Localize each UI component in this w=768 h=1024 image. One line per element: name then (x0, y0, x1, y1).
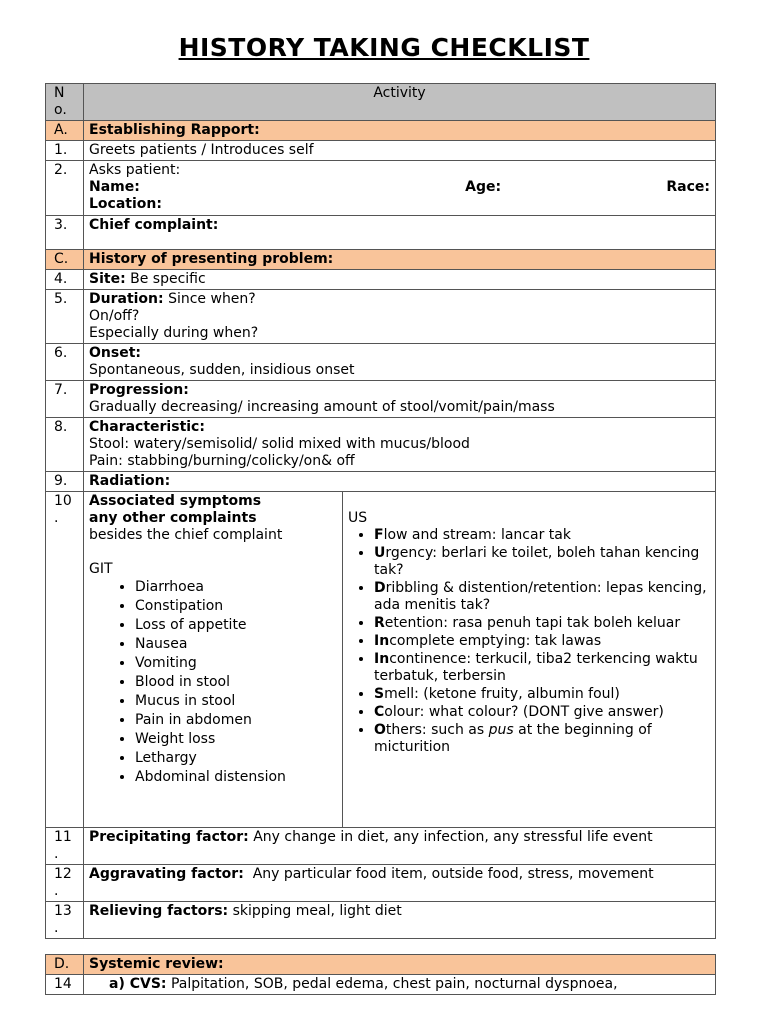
section-a-label: Establishing Rapport: (84, 121, 716, 141)
git-item: • Blood in stool (135, 673, 337, 692)
row-activity: Precipitating factor: Any change in diet, any infection, any stressful life event (84, 828, 716, 865)
section-d-no: D. (46, 955, 84, 975)
age-label: Age: (465, 179, 502, 195)
row-activity: Progression: Gradually decreasing/ increasing amount of stool/vomit/pain/mass (84, 381, 716, 418)
row-activity: Relieving factors: skipping meal, light diet (84, 902, 716, 939)
table-row (46, 975, 716, 995)
table-row (46, 902, 716, 939)
us-item: • Incontinence: terkucil, tiba2 terkencing waktu terbatuk, terbersin (374, 651, 710, 685)
table-row (46, 472, 716, 492)
git-item: • Lethargy (135, 749, 337, 768)
table-row (46, 381, 716, 418)
us-item: • Urgency: berlari ke toilet, boleh tahan kencing tak? (374, 545, 710, 579)
git-item: • Pain in abdomen (135, 711, 337, 730)
precipitating-label: Precipitating factor: (89, 829, 249, 845)
section-c-no: C. (46, 250, 84, 270)
row-no: 1. (46, 141, 84, 161)
page-title: HISTORY TAKING CHECKLIST (178, 33, 590, 62)
git-item: • Constipation (135, 597, 337, 616)
checklist-table (45, 83, 716, 939)
row-no: 12 . (46, 865, 84, 902)
git-item: • Mucus in stool (135, 692, 337, 711)
row-activity: Greets patients / Introduces self (84, 141, 716, 161)
table-row (46, 418, 716, 472)
us-item: • Smell: (ketone fruity, albumin foul) (374, 686, 710, 703)
git-item: • Nausea (135, 635, 337, 654)
us-item: • Incomplete emptying: tak lawas (374, 633, 710, 650)
radiation-label: Radiation: (84, 472, 716, 492)
header-no: N o. (54, 85, 67, 118)
section-d-label: Systemic review: (84, 955, 716, 975)
section-d-row (46, 955, 716, 975)
row-activity: Onset: Spontaneous, sudden, insidious onset (84, 344, 716, 381)
table-row (46, 216, 716, 250)
systemic-review-table (45, 954, 716, 995)
row-no: 14 (46, 975, 84, 995)
row-no: 11 . (46, 828, 84, 865)
row-no: 5. (46, 290, 84, 344)
row-no: 2. (46, 161, 84, 216)
cvs-label: a) CVS: (109, 976, 167, 992)
git-list (89, 578, 337, 787)
git-item: • Abdominal distension (135, 768, 337, 787)
row-activity (84, 161, 716, 216)
table-header (46, 84, 716, 121)
git-item: • Loss of appetite (135, 616, 337, 635)
row-no: 4. (46, 270, 84, 290)
us-item: • Others: such as pus at the beginning of micturition (374, 722, 710, 756)
table-row (46, 344, 716, 381)
table-row (46, 828, 716, 865)
us-cell (343, 492, 716, 828)
us-heading: US (348, 510, 368, 526)
characteristic-label: Characteristic: (89, 419, 205, 435)
us-item: • Flow and stream: lancar tak (374, 527, 710, 544)
asks-patient: Asks patient: (89, 162, 181, 178)
us-list (348, 527, 710, 756)
site-label: Site: (89, 271, 126, 287)
table-row (46, 492, 716, 828)
table-row (46, 270, 716, 290)
git-item: • Vomiting (135, 654, 337, 673)
progression-label: Progression: (89, 382, 189, 398)
row-activity: Characteristic: Stool: watery/semisolid/ solid mixed with mucus/blood Pain: stabbing/burning/colicky/on& off (84, 418, 716, 472)
git-item: • Weight loss (135, 730, 337, 749)
row-no: 7. (46, 381, 84, 418)
row-no: 8. (46, 418, 84, 472)
us-item: • Dribbling & distention/retention: lepas kencing, ada menitis tak? (374, 580, 710, 614)
row-activity: Aggravating factor: Any particular food item, outside food, stress, movement (84, 865, 716, 902)
us-item: • Retention: rasa penuh tapi tak boleh keluar (374, 615, 710, 632)
row-no: 9. (46, 472, 84, 492)
row-activity: a) CVS: Palpitation, SOB, pedal edema, chest pain, nocturnal dyspnoea, (84, 975, 716, 995)
name-label: Name: (89, 179, 140, 195)
row-activity: Site: Be specific (84, 270, 716, 290)
section-a-no: A. (46, 121, 84, 141)
associated-symptoms-label: Associated symptoms (89, 493, 262, 509)
git-heading: GIT (89, 561, 113, 577)
table-row (46, 141, 716, 161)
location-label: Location: (89, 196, 162, 212)
section-c-row (46, 250, 716, 270)
chief-complaint-label: Chief complaint: (84, 216, 716, 250)
aggravating-label: Aggravating factor: (89, 866, 244, 882)
header-activity: Activity (84, 84, 716, 121)
associated-symptoms-cell: Associated symptoms any other complaints besides the chief complaint GIT • Diarrhoea • Constipation • Loss of appetite • Nausea • Vomiting • Blood in stool • Mucus in stool • Pain in abdomen • Weight loss • Lethargy • Abdominal distension (84, 492, 343, 828)
table-row (46, 865, 716, 902)
onset-label: Onset: (89, 345, 141, 361)
git-item: • Diarrhoea (135, 578, 337, 597)
section-c-label: History of presenting problem: (84, 250, 716, 270)
row-no: 13 . (46, 902, 84, 939)
race-label: Race: (666, 179, 710, 195)
row-no: 10 . (46, 492, 84, 828)
row-no: 6. (46, 344, 84, 381)
table-row (46, 161, 716, 216)
table-row (46, 290, 716, 344)
us-item: • Colour: what colour? (DONT give answer) (374, 704, 710, 721)
row-activity: Duration: Since when? On/off? Especially during when? (84, 290, 716, 344)
section-a-row (46, 121, 716, 141)
duration-label: Duration: (89, 291, 164, 307)
relieving-label: Relieving factors: (89, 903, 229, 919)
row-no: 3. (46, 216, 84, 250)
